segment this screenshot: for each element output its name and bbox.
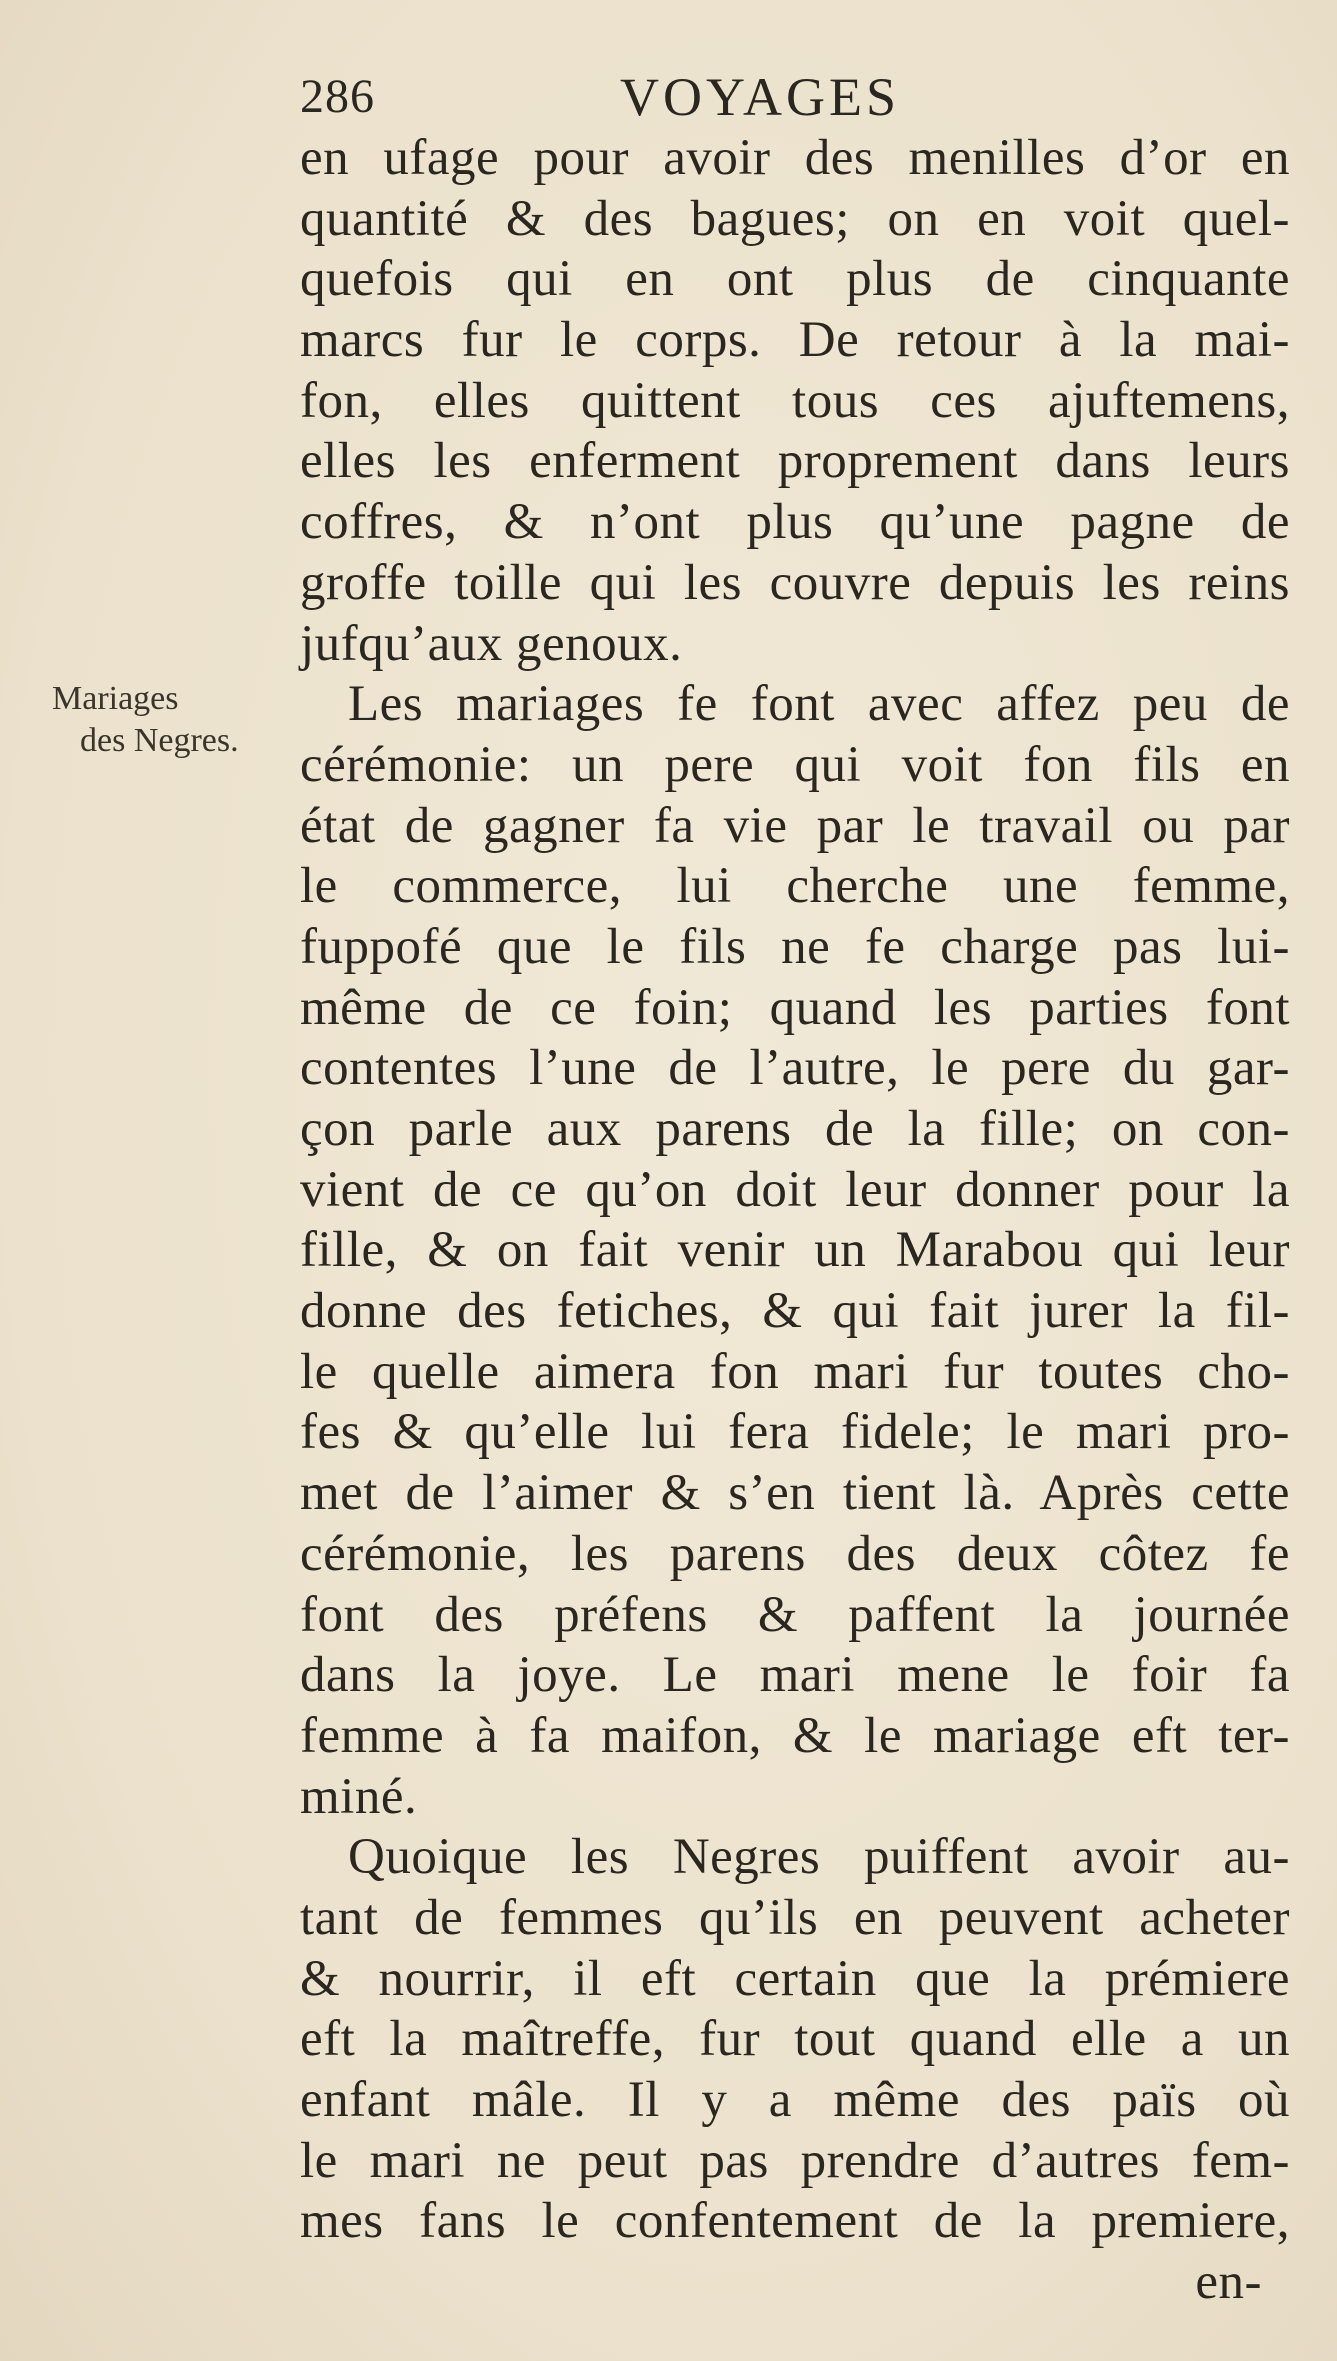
text-line: fon, elles quittent tous ces ajuftemens, bbox=[300, 372, 1290, 429]
text-line: le commerce, lui cherche une femme, bbox=[300, 858, 1290, 915]
text-line: quefois qui en ont plus de cinquante bbox=[300, 251, 1290, 308]
text-line: groffe toille qui les couvre depuis les reins bbox=[300, 554, 1290, 611]
text-line: cérémonie: un pere qui voit fon fils en bbox=[300, 736, 1290, 793]
text-line: çon parle aux parens de la fille; on con- bbox=[300, 1101, 1290, 1157]
text-line: Quoique les Negres puiffent avoir au- bbox=[348, 1829, 1290, 1886]
running-head: VOYAGES bbox=[620, 67, 901, 127]
text-line: fille, & on fait venir un Marabou qui leur bbox=[300, 1222, 1290, 1279]
text-line: quantité & des bagues; on en voit quel- bbox=[300, 190, 1290, 247]
marginal-note-line-2: des Negres. bbox=[80, 722, 239, 759]
text-line: le quelle aimera fon mari fur toutes cho- bbox=[300, 1343, 1290, 1400]
text-line: enfant mâle. Il y a même des païs où bbox=[300, 2072, 1290, 2128]
text-line: coffres, & n’ont plus qu’une pagne de bbox=[300, 494, 1290, 551]
text-line: état de gagner fa vie par le travail ou par bbox=[300, 797, 1290, 854]
text-line: vient de ce qu’on doit leur donner pour la bbox=[300, 1161, 1290, 1218]
text-line: eft la maîtreffe, fur tout quand elle a un bbox=[300, 2011, 1290, 2068]
text-line: fes & qu’elle lui fera fidele; le mari pro- bbox=[300, 1404, 1290, 1461]
text-line: donne des fetiches, & qui fait jurer la fil- bbox=[300, 1283, 1290, 1340]
text-line: & nourrir, il eft certain que la prémiere bbox=[300, 1950, 1290, 2007]
body-text bbox=[300, 128, 1290, 2313]
text-line: tant de femmes qu’ils en peuvent acheter bbox=[300, 1889, 1290, 1946]
text-line: le mari ne peut pas prendre d’autres fem- bbox=[300, 2132, 1290, 2189]
page-number: 286 bbox=[300, 70, 375, 123]
marginal-note-line-1: Mariages bbox=[52, 680, 179, 717]
text-line: miné. bbox=[300, 1768, 418, 1825]
text-line: met de l’aimer & s’en tient là. Après cette bbox=[300, 1465, 1290, 1522]
page-header bbox=[300, 62, 1060, 132]
text-line: jufqu’aux genoux. bbox=[300, 615, 683, 672]
text-line: font des préfens & paffent la journée bbox=[300, 1586, 1290, 1643]
text-line: fuppofé que le fils ne fe charge pas lui- bbox=[300, 918, 1290, 975]
text-line: dans la joye. Le mari mene le foir fa bbox=[300, 1647, 1290, 1704]
text-line: Les mariages fe font avec affez peu de bbox=[348, 676, 1290, 733]
text-line: cérémonie, les parens des deux côtez fe bbox=[300, 1525, 1290, 1582]
text-line: elles les enferment proprement dans leurs bbox=[300, 433, 1290, 490]
text-line: même de ce foin; quand les parties font bbox=[300, 979, 1290, 1036]
text-line: femme à fa maifon, & le mariage eft ter- bbox=[300, 1707, 1290, 1764]
text-line: contentes l’une de l’autre, le pere du gar- bbox=[300, 1040, 1290, 1097]
marginal-note bbox=[52, 678, 292, 762]
text-line: mes fans le confentement de la premiere, bbox=[300, 2193, 1290, 2250]
text-line: en ufage pour avoir des menilles d’or en bbox=[300, 130, 1290, 186]
text-line: marcs fur le corps. De retour à la mai- bbox=[300, 312, 1290, 369]
catchword: en- bbox=[1195, 2254, 1262, 2311]
